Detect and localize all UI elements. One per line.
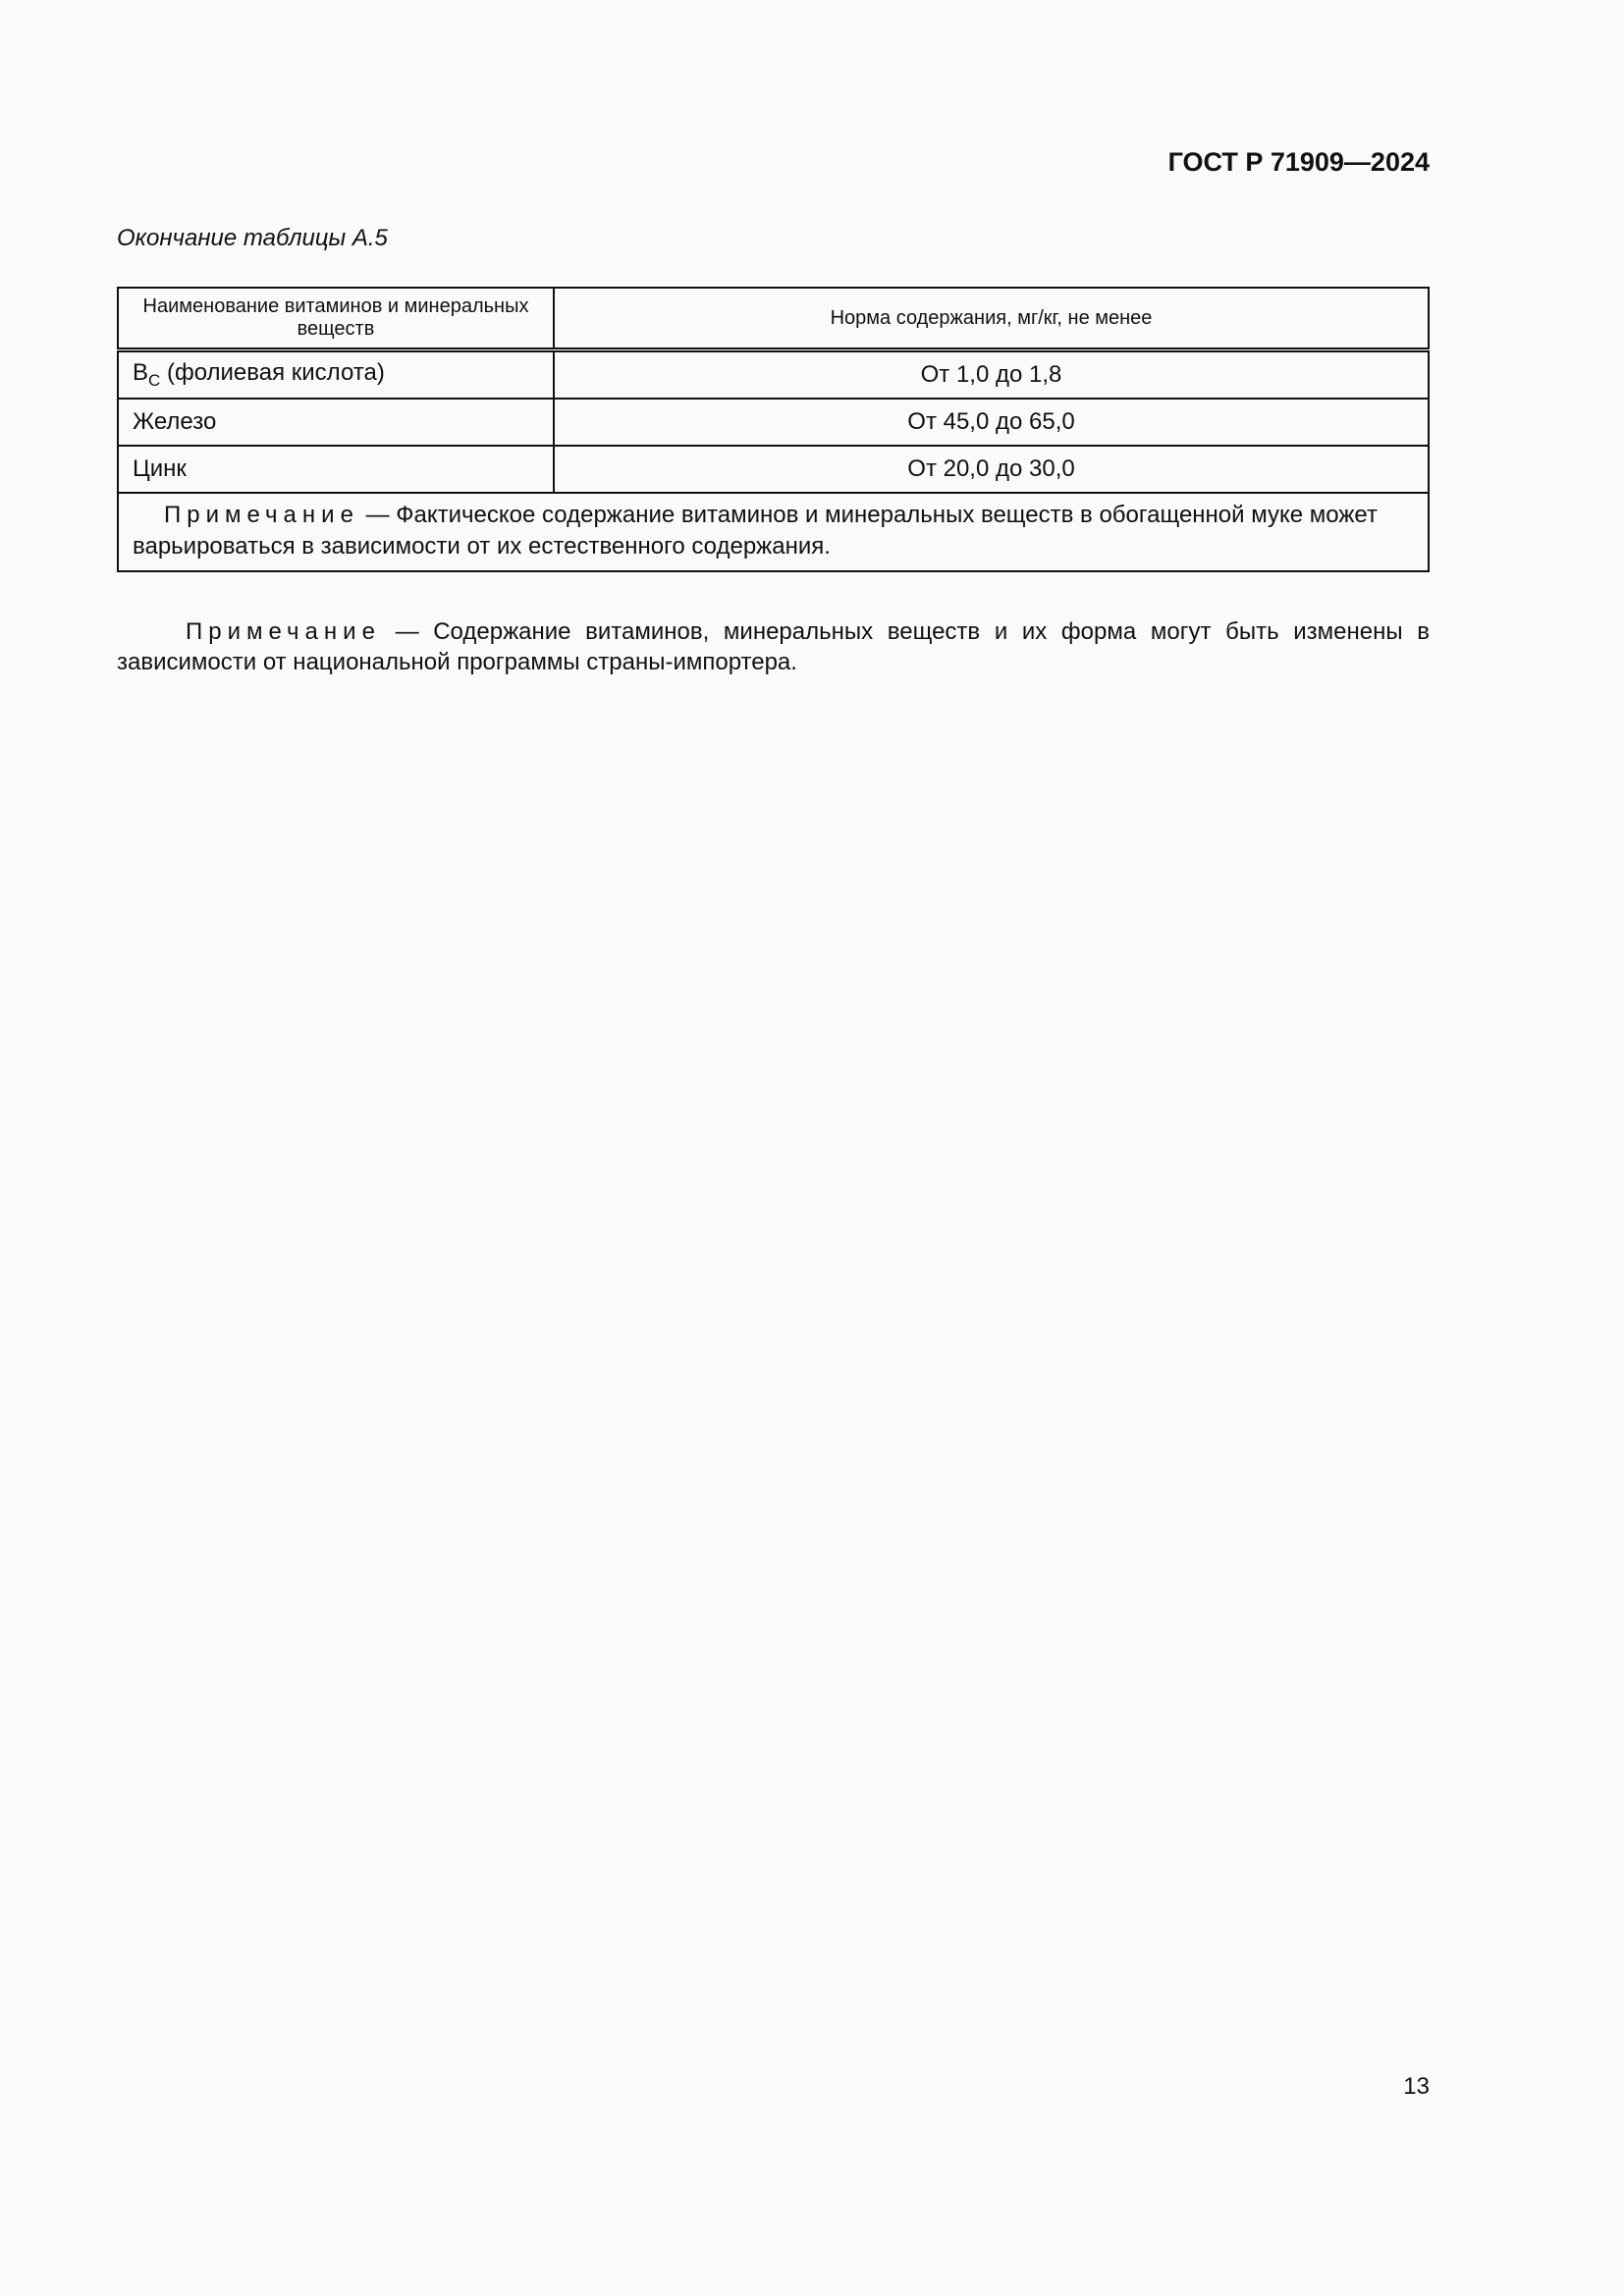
- table-row: [118, 446, 1429, 493]
- table-header-row: [118, 288, 1429, 350]
- column-header-norm: Норма содержания, мг/кг, не менее: [554, 288, 1429, 350]
- table-caption: Окончание таблицы А.5: [117, 225, 388, 251]
- vitamins-table: [117, 287, 1430, 572]
- row-name: [118, 350, 554, 400]
- table-row: [118, 399, 1429, 446]
- page-note: [117, 616, 1430, 677]
- note-label: Примечание: [164, 502, 359, 528]
- table-note-row: [118, 493, 1429, 571]
- row-value: От 1,0 до 1,8: [554, 350, 1429, 400]
- note-label: Примечание: [186, 618, 381, 645]
- column-header-name: Наименование витаминов и минеральных веществ: [118, 288, 554, 350]
- note-text: — Фактическое содержание витаминов и минеральных веществ в обогащенной муке может варьироваться в зависимости от их естественного содержания.: [133, 502, 1378, 560]
- table-row: [118, 350, 1429, 400]
- note-text: — Содержание витаминов, минеральных веществ и их форма могут быть изменены в зависимости от национальной программы страны-импортера.: [117, 618, 1430, 675]
- row-name: Цинк: [118, 446, 554, 493]
- row-name: Железо: [118, 399, 554, 446]
- name-subscript: C: [148, 370, 161, 390]
- row-value: От 45,0 до 65,0: [554, 399, 1429, 446]
- table-note: [118, 493, 1429, 571]
- document-code: ГОСТ Р 71909—2024: [1167, 147, 1430, 177]
- name-main: B: [133, 359, 149, 387]
- row-value: От 20,0 до 30,0: [554, 446, 1429, 493]
- page-number: 13: [1403, 2073, 1430, 2100]
- name-rest: (фолиевая кислота): [160, 359, 385, 387]
